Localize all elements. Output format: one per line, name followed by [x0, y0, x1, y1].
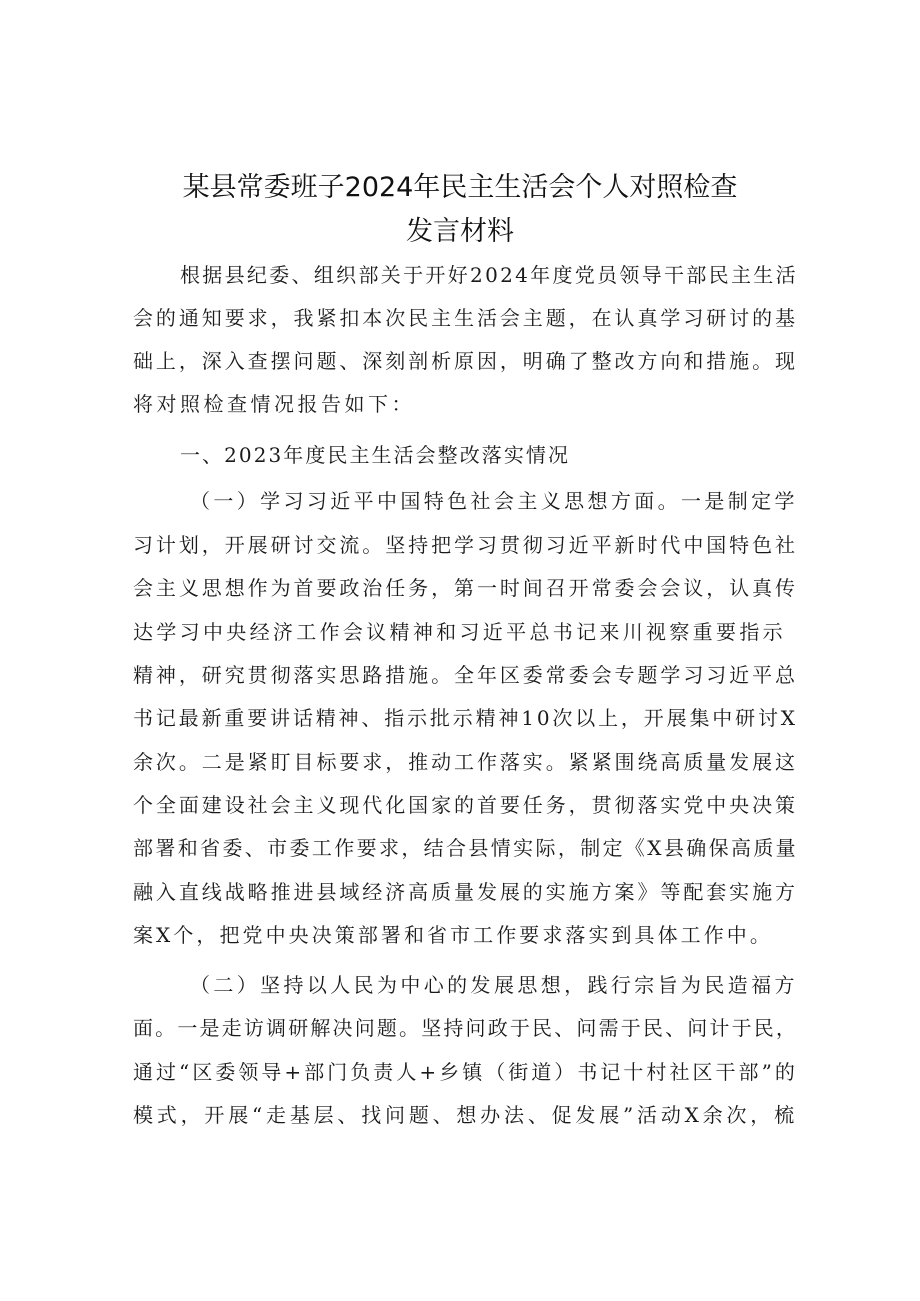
- body-line: 余次。二是紧盯目标要求，推动工作落实。紧紧围绕高质量发展这: [133, 750, 798, 774]
- document-title-line-1: 某县常委班子2024年民主生活会个人对照检查: [182, 172, 738, 203]
- body-line: （一）学习习近平中国特色社会主义思想方面。一是制定学: [190, 489, 798, 513]
- document-title-line-2: 发言材料: [406, 216, 514, 247]
- body-line: （二）坚持以人民为中心的发展思想，践行宗旨为民造福方: [190, 973, 798, 997]
- body-line: 个全面建设社会主义现代化国家的首要任务，贯彻落实党中央决策: [133, 793, 798, 817]
- body-line: 础上，深入查摆问题、深刻剖析原因，明确了整改方向和措施。现: [133, 349, 798, 373]
- body-line: 根据县纪委、组织部关于开好2024年度党员领导干部民主生活: [180, 263, 798, 287]
- body-line: 书记最新重要讲话精神、指示批示精神10次以上，开展集中研讨X: [133, 706, 798, 730]
- body-line: 模式，开展“走基层、找问题、想办法、促发展”活动X余次，梳: [133, 1103, 798, 1127]
- body-line: 习计划，开展研讨交流。坚持把学习贯彻习近平新时代中国特色社: [133, 533, 798, 557]
- body-line: 通过“区委领导+部门负责人+乡镇（街道）书记十村社区干部”的: [133, 1060, 798, 1084]
- section-heading: 一、2023年度民主生活会整改落实情况: [180, 443, 571, 467]
- body-line: 达学习中央经济工作会议精神和习近平总书记来川视察重要指示: [133, 620, 786, 644]
- body-line: 案X个，把党中央决策部署和省市工作要求落实到具体工作中。: [133, 923, 773, 947]
- body-line: 会的通知要求，我紧扣本次民主生活会主题，在认真学习研讨的基: [133, 306, 798, 330]
- body-line: 将对照检查情况报告如下：: [133, 392, 415, 416]
- body-line: 会主义思想作为首要政治任务，第一时间召开常委会会议，认真传: [133, 576, 798, 600]
- body-line: 面。一是走访调研解决问题。坚持问政于民、问需于民、问计于民，: [133, 1016, 799, 1040]
- body-line: 精神，研究贯彻落实思路措施。全年区委常委会专题学习习近平总: [133, 663, 798, 687]
- body-line: 部署和省委、市委工作要求，结合县情实际，制定《X县确保高质量: [133, 836, 799, 860]
- body-line: 融入直线战略推进县域经济高质量发展的实施方案》等配套实施方: [133, 880, 798, 904]
